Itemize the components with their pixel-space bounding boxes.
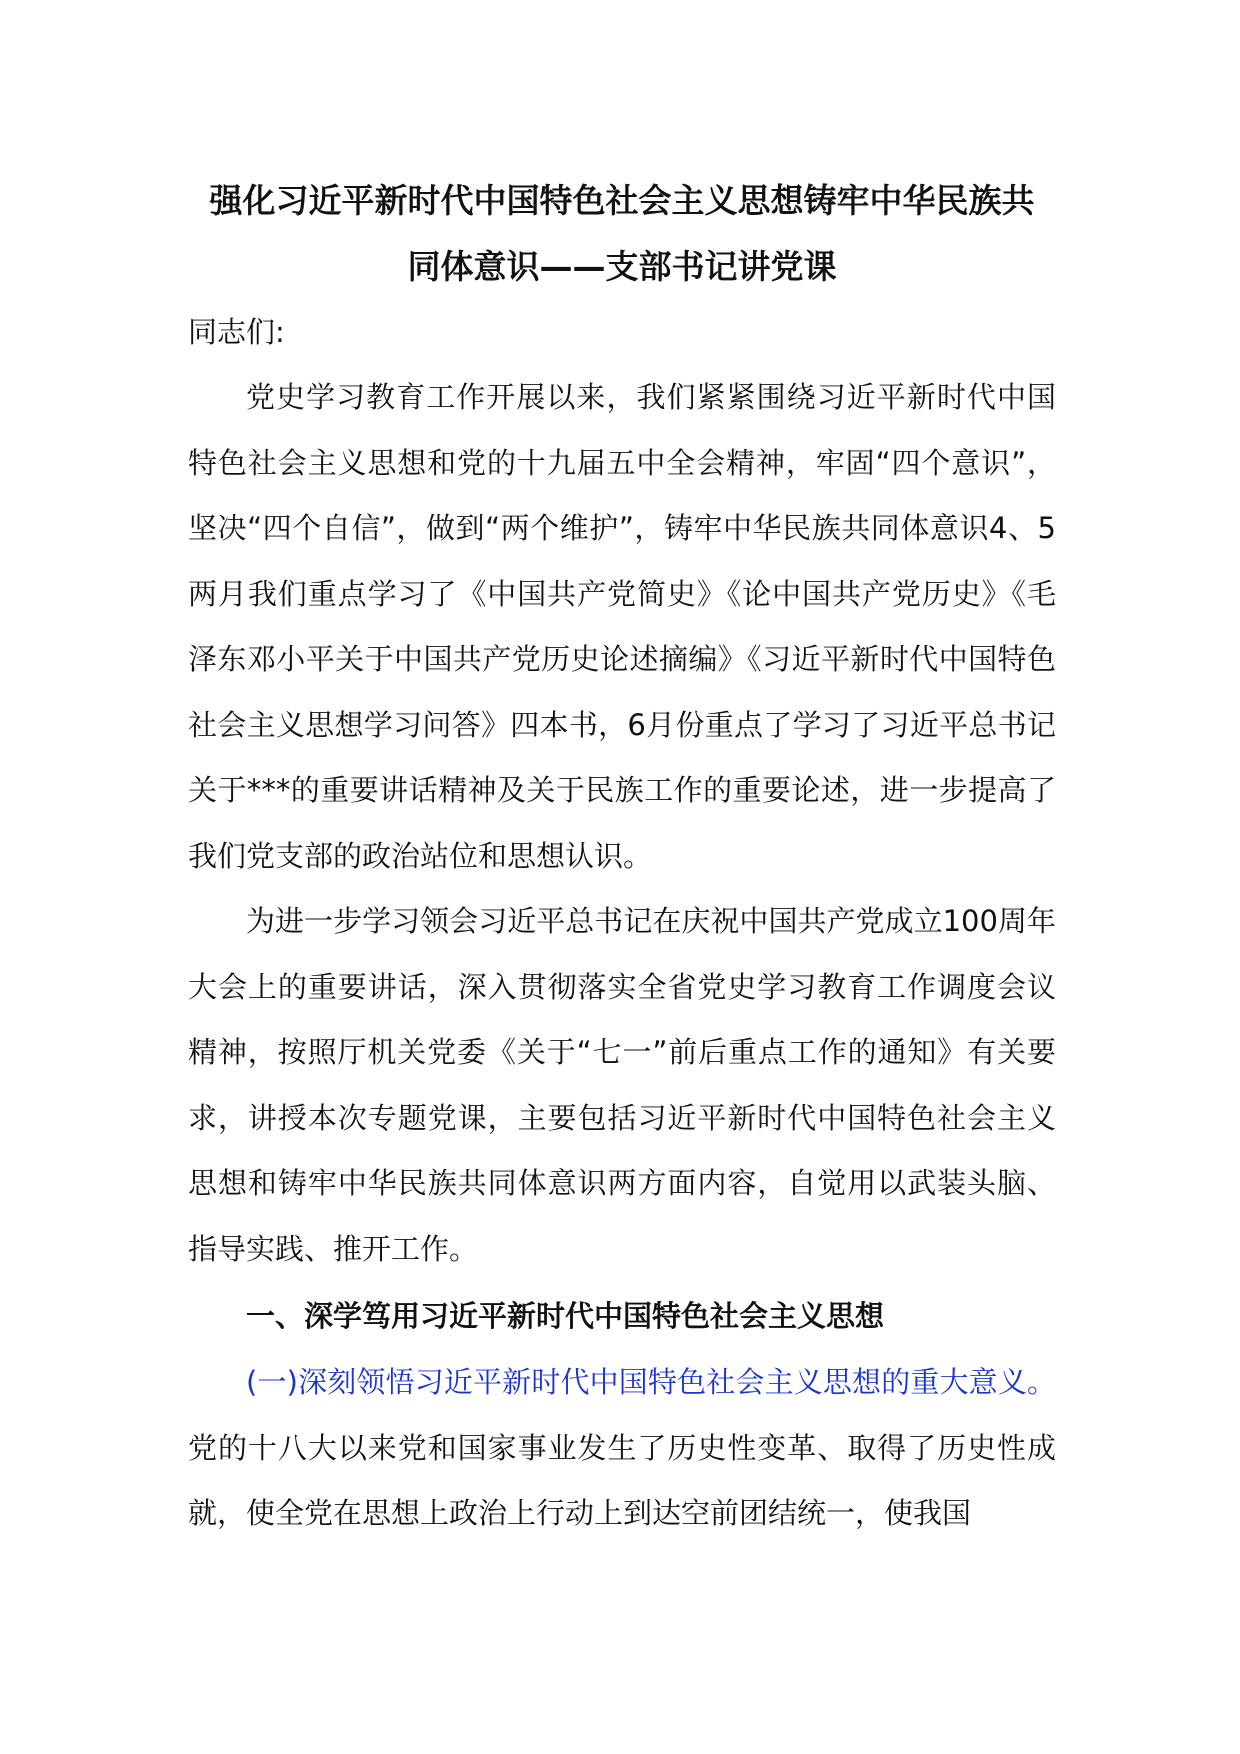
paragraph-3	[188, 1350, 1056, 1547]
document-body	[188, 168, 1056, 1547]
title-line-2: 同体意识——支部书记讲党课	[407, 247, 837, 286]
title-line-1: 强化习近平新时代中国特色社会主义思想铸牢中华民族共	[209, 181, 1035, 220]
paragraph-1: 党史学习教育工作开展以来，我们紧紧围绕习近平新时代中国特色社会主义思想和党的十九届五中全会精神，牢固“四个意识”，坚决“四个自信”，做到“两个维护”，铸牢中华民族共同体意识4、5两月我们重点学习了《中国共产党简史》《论中国共产党历史》《毛泽东邓小平关于中国共产党历史论述摘编》《习近平新时代中国特色社会主义思想学习问答》四本书，6月份重点了学习了习近平总书记关于***的重要讲话精神及关于民族工作的重要论述，进一步提高了我们党支部的政治站位和思想认识。	[188, 380, 1056, 873]
paragraph-3-body: 党的十八大以来党和国家事业发生了历史性变革、取得了历史性成就，使全党在思想上政治上行动上到达空前团结统一，使我国	[188, 1430, 1056, 1530]
paragraph-2: 为进一步学习领会习近平总书记在庆祝中国共产党成立100周年大会上的重要讲话，深入贯彻落实全省党史学习教育工作调度会议精神，按照厅机关党委《关于“七一”前后重点工作的通知》有关要求，讲授本次专题党课，主要包括习近平新时代中国特色社会主义思想和铸牢中华民族共同体意识两方面内容，自觉用以武装头脑、指导实践、推开工作。	[188, 904, 1056, 1266]
salutation: 同志们:	[188, 315, 285, 349]
document-title	[188, 168, 1056, 300]
subsection-heading-1: (一)深刻领悟习近平新时代中国特色社会主义思想的重大意义。	[246, 1365, 1056, 1399]
section-heading-1: 一、深学笃用习近平新时代中国特色社会主义思想	[246, 1299, 885, 1333]
